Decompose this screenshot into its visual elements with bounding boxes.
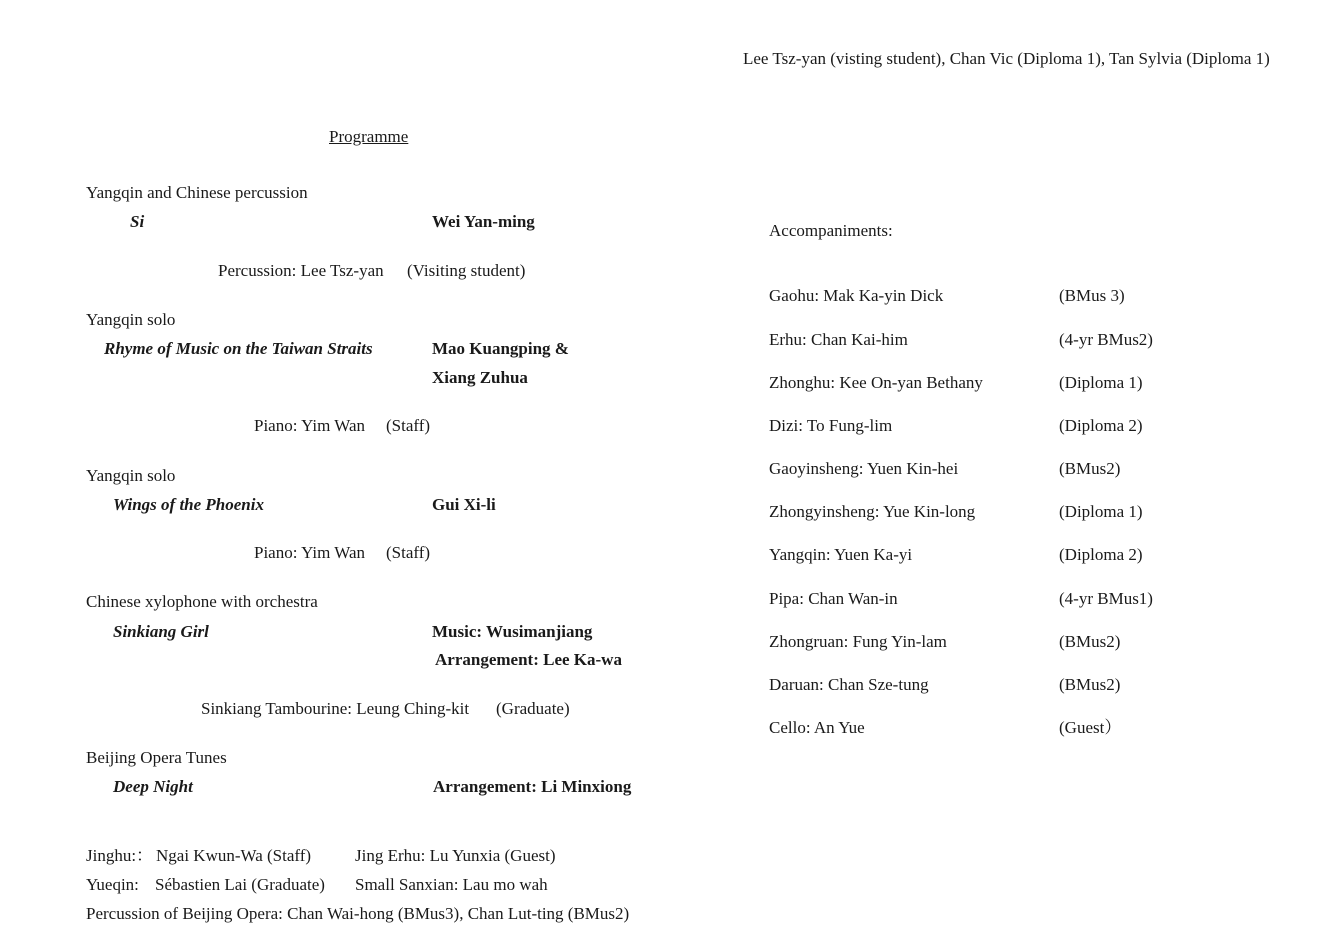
yueqin-name: Sébastien Lai (Graduate) bbox=[155, 875, 325, 894]
item-title: Sinkiang Girl bbox=[113, 622, 209, 641]
accompanist-level: (BMus 3) bbox=[1059, 286, 1125, 305]
item-category: Beijing Opera Tunes bbox=[86, 748, 227, 767]
item-category: Chinese xylophone with orchestra bbox=[86, 592, 318, 611]
accompanist-name: Zhongyinsheng: Yue Kin-long bbox=[769, 502, 976, 521]
opera-percussion-credit: Percussion of Beijing Opera: Chan Wai-hong (BMus3), Chan Lut-ting (BMus2) bbox=[86, 904, 630, 923]
item-title: Si bbox=[130, 212, 145, 231]
item-performer-note: (Staff) bbox=[386, 543, 431, 562]
accompanist-name: Pipa: Chan Wan-in bbox=[769, 589, 898, 608]
accompanist-name: Erhu: Chan Kai-him bbox=[769, 330, 908, 349]
item-category: Yangqin and Chinese percussion bbox=[86, 183, 308, 202]
item-performer-role: Sinkiang Tambourine: Leung Ching-kit bbox=[201, 699, 470, 718]
accompanist-level: (Diploma 1) bbox=[1059, 373, 1143, 392]
accompanist-name: Gaohu: Mak Ka-yin Dick bbox=[769, 286, 944, 305]
item-performer-note: (Visiting student) bbox=[407, 261, 526, 280]
item-composer: Wei Yan-ming bbox=[432, 212, 535, 231]
accompanist-level: (Guest） bbox=[1059, 718, 1122, 737]
jinghu-label: Jinghu:： bbox=[86, 846, 154, 865]
item-performer-note: (Staff) bbox=[386, 416, 431, 435]
accompanist-name: Daruan: Chan Sze-tung bbox=[769, 675, 929, 694]
top-performers-line: Lee Tsz-yan (visting student), Chan Vic (Diploma 1), Tan Sylvia (Diploma 1) bbox=[743, 49, 1270, 68]
item-composer: Arrangement: Li Minxiong bbox=[433, 777, 632, 796]
item-category: Yangqin solo bbox=[86, 466, 176, 485]
item-composer: Gui Xi-li bbox=[432, 495, 496, 514]
item-performer-role: Percussion: Lee Tsz-yan bbox=[218, 261, 384, 280]
accompanist-level: (4-yr BMus1) bbox=[1059, 589, 1153, 608]
item-performer-note: (Graduate) bbox=[496, 699, 570, 718]
accompanist-level: (Diploma 1) bbox=[1059, 502, 1143, 521]
accompanist-level: (Diploma 2) bbox=[1059, 545, 1143, 564]
item-title: Rhyme of Music on the Taiwan Straits bbox=[104, 339, 373, 358]
item-category: Yangqin solo bbox=[86, 310, 176, 329]
item-composer: Mao Kuangping & bbox=[432, 339, 569, 358]
item-composer: Music: Wusimanjiang bbox=[432, 622, 593, 641]
jinghu-name: Ngai Kwun-Wa (Staff) bbox=[156, 846, 312, 865]
item-composer: Arrangement: Lee Ka-wa bbox=[435, 650, 622, 669]
accompanist-level: (Diploma 2) bbox=[1059, 416, 1143, 435]
accompanist-name: Cello: An Yue bbox=[769, 718, 865, 737]
accompanist-level: (4-yr BMus2) bbox=[1059, 330, 1153, 349]
item-title: Deep Night bbox=[113, 777, 193, 796]
accompanist-level: (BMus2) bbox=[1059, 632, 1121, 651]
accompanist-name: Zhongruan: Fung Yin-lam bbox=[769, 632, 947, 651]
programme-heading: Programme bbox=[329, 127, 409, 146]
accompanist-name: Gaoyinsheng: Yuen Kin-hei bbox=[769, 459, 959, 478]
item-performer-role: Piano: Yim Wan bbox=[254, 543, 366, 562]
accompanist-name: Dizi: To Fung-lim bbox=[769, 416, 893, 435]
accompaniments-heading: Accompaniments: bbox=[769, 221, 893, 240]
accompanist-level: (BMus2) bbox=[1059, 459, 1121, 478]
jing-erhu-credit: Jing Erhu: Lu Yunxia (Guest) bbox=[355, 846, 556, 865]
accompanist-name: Zhonghu: Kee On-yan Bethany bbox=[769, 373, 983, 392]
small-sanxian-credit: Small Sanxian: Lau mo wah bbox=[355, 875, 548, 894]
item-composer: Xiang Zuhua bbox=[432, 368, 528, 387]
yueqin-label: Yueqin: bbox=[86, 875, 139, 894]
item-performer-role: Piano: Yim Wan bbox=[254, 416, 366, 435]
accompanist-name: Yangqin: Yuen Ka-yi bbox=[769, 545, 913, 564]
item-title: Wings of the Phoenix bbox=[113, 495, 264, 514]
accompanist-level: (BMus2) bbox=[1059, 675, 1121, 694]
